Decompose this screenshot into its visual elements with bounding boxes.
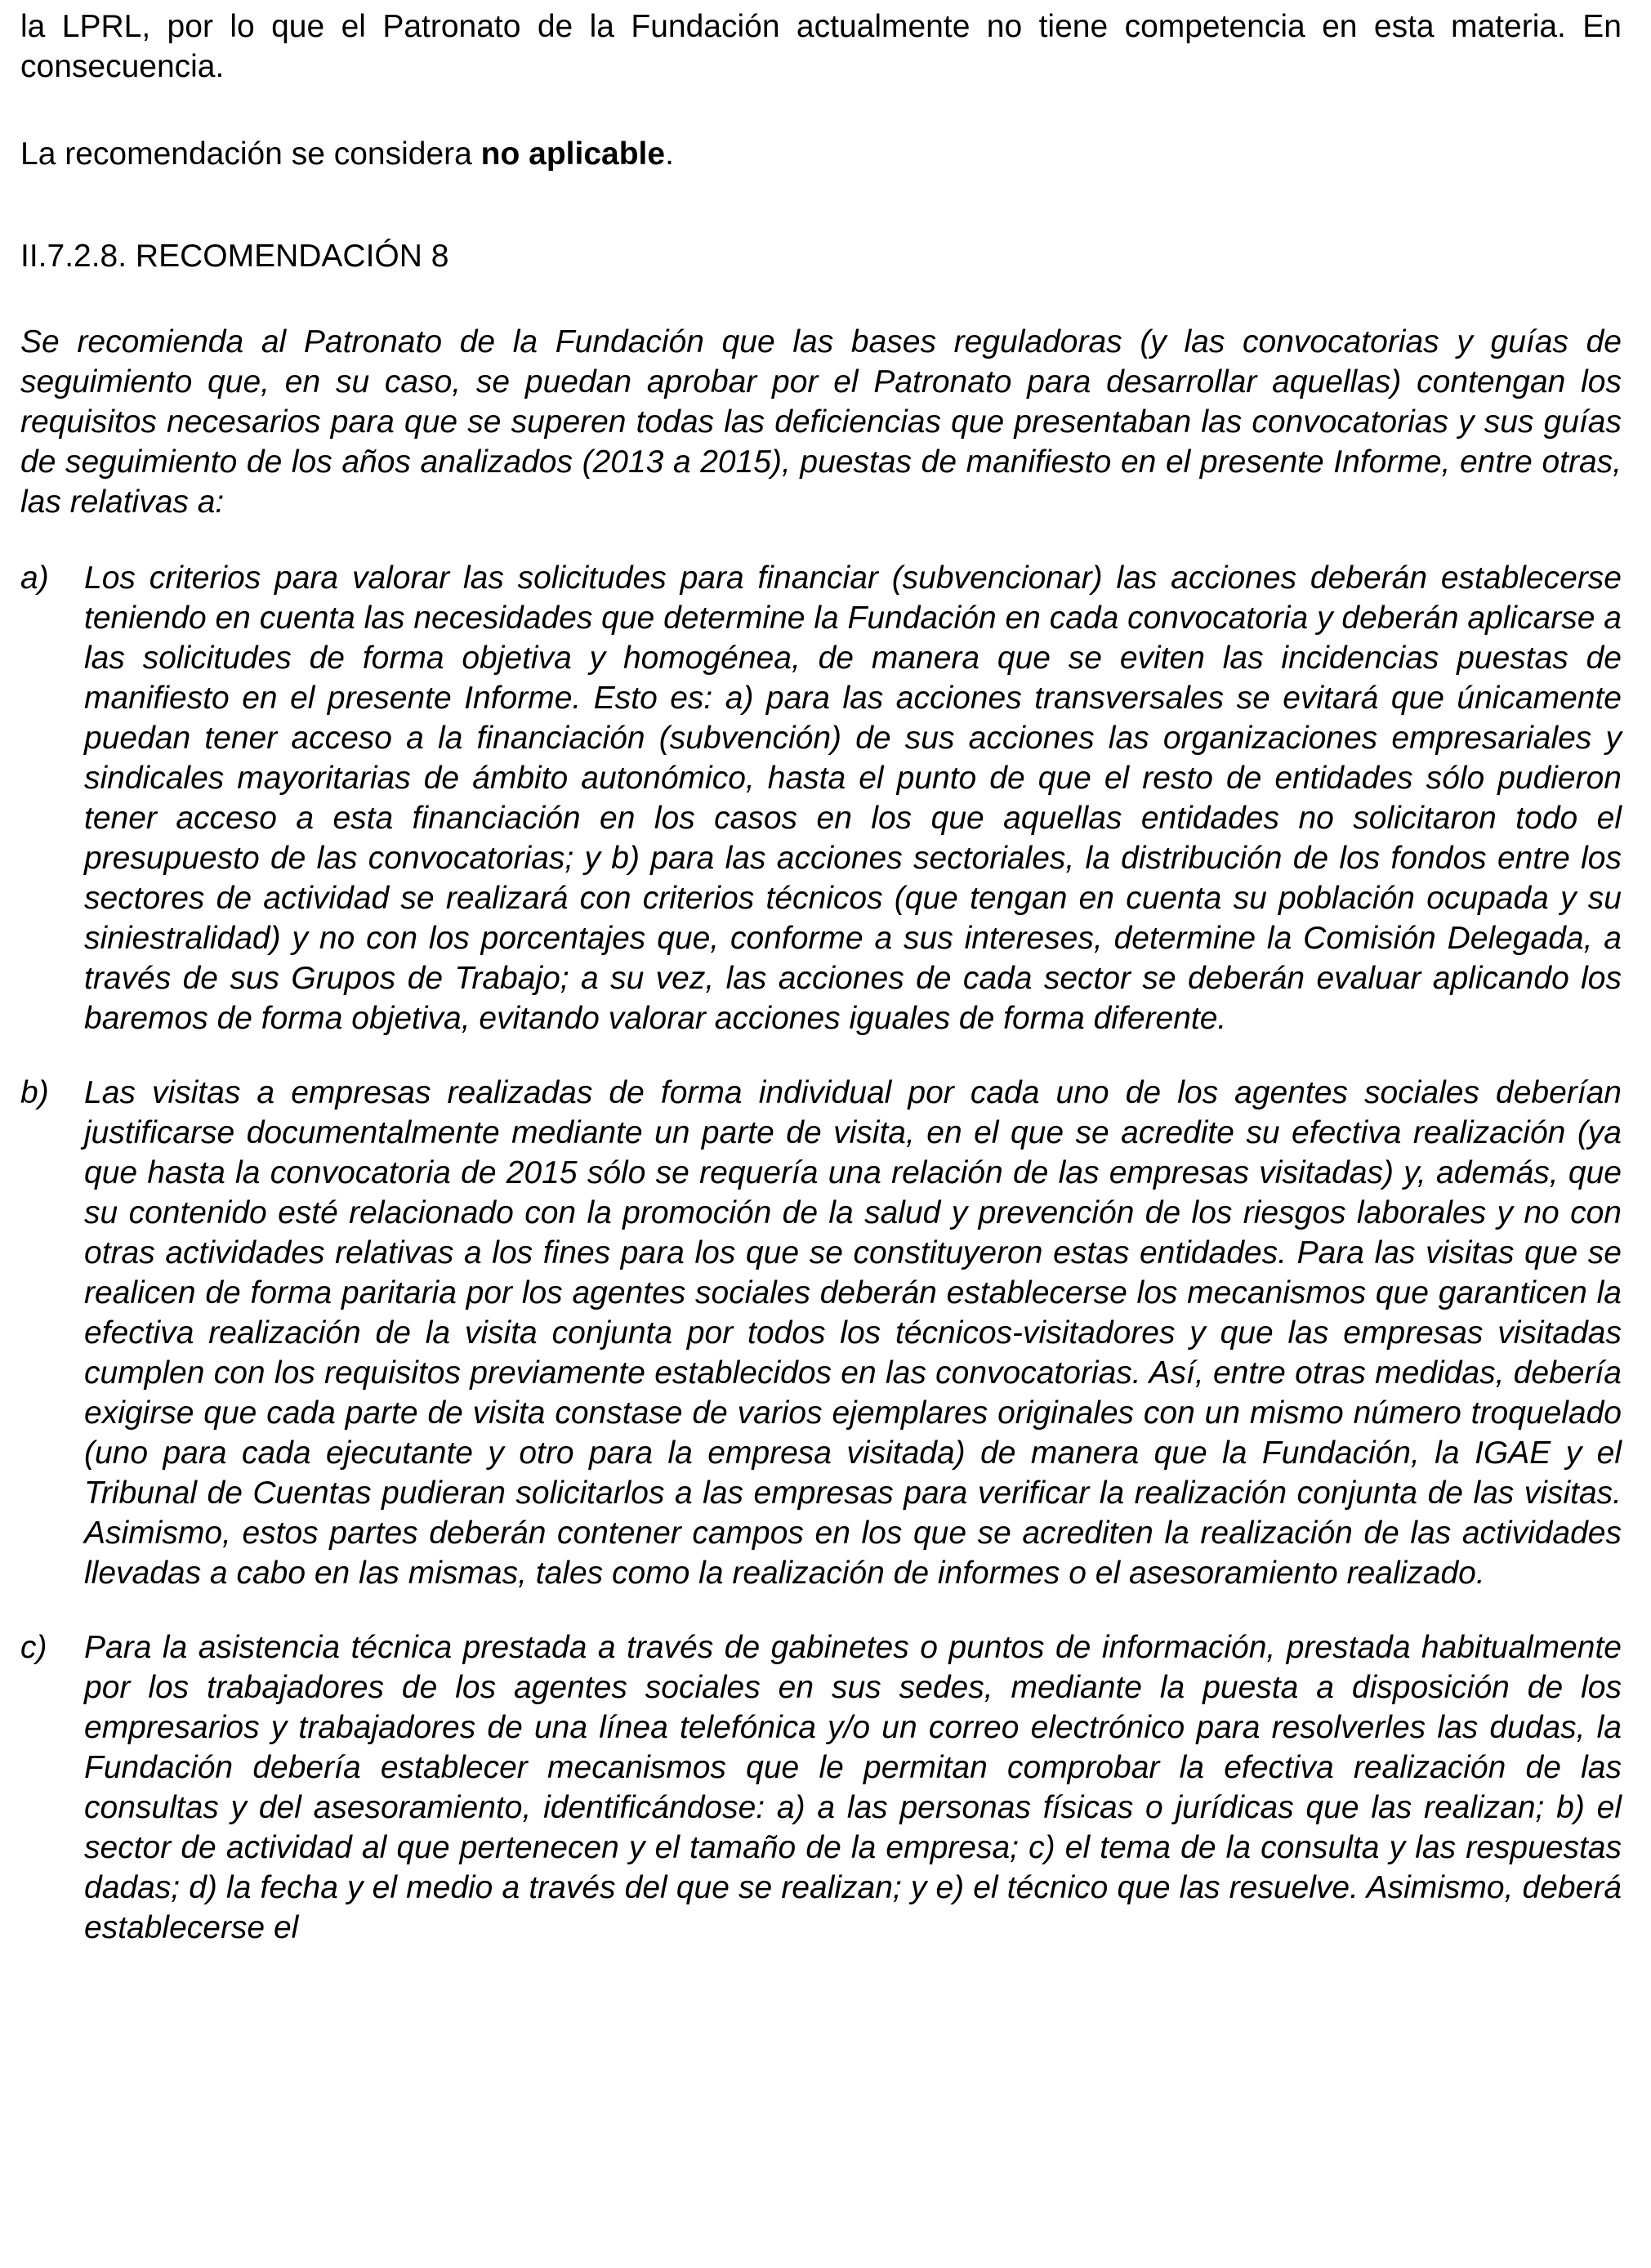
status-suffix: . bbox=[665, 136, 674, 172]
list-item-c-label: c) bbox=[20, 1630, 47, 1665]
paragraph-recommendation-status bbox=[20, 134, 1622, 174]
status-prefix: La recomendación se considera bbox=[20, 136, 481, 172]
list-item-a-label: a) bbox=[20, 560, 49, 596]
paragraph-lprl-competencia: la LPRL, por lo que el Patronato de la Fundación actualmente no tiene competencia en esta materia. En consecuencia. bbox=[20, 9, 1622, 84]
paragraph-recommendation-intro: Se recomienda al Patronato de la Fundación que las bases reguladoras (y las convocatorias y guías de seguimiento que, en su caso, se puedan aprobar por el Patronato para desarrollar aquellas) contengan los requisitos necesarios para que se superen todas las deficiencias que presentaban las convocatorias y sus guías de seguimiento de los años analizados (2013 a 2015), puestas de manifiesto en el presente Informe, entre otras, las relativas a: bbox=[20, 324, 1622, 520]
list-item-c bbox=[20, 1627, 1622, 1948]
list-item-a-text: Los criterios para valorar las solicitudes para financiar (subvencionar) las acciones deberán establecerse teniendo en cuenta las necesidades que determine la Fundación en cada convocatoria y deberán aplicarse a las solicitudes de forma objetiva y homogénea, de manera que se eviten las incidencias puestas de manifiesto en el presente Informe. Esto es: a) para las acciones transversales se evitará que únicamente puedan tener acceso a la financiación (subvención) de sus acciones las organizaciones empresariales y sindicales mayoritarias de ámbito autonómico, hasta el punto de que el resto de entidades sólo pudieron tener acceso a esta financiación en los casos en los que aquellas entidades no solicitaron todo el presupuesto de las convocatorias; y b) para las acciones sectoriales, la distribución de los fondos entre los sectores de actividad se realizará con criterios técnicos (que tengan en cuenta su población ocupada y su siniestralidad) y no con los porcentajes que, conforme a sus intereses, determine la Comisión Delegada, a través de sus Grupos de Trabajo; a su vez, las acciones de cada sector se deberán evaluar aplicando los baremos de forma objetiva, evitando valorar acciones iguales de forma diferente. bbox=[84, 560, 1622, 1036]
list-item-b-label: b) bbox=[20, 1075, 49, 1110]
list-item-b bbox=[20, 1073, 1622, 1593]
list-item-b-text: Las visitas a empresas realizadas de forma individual por cada uno de los agentes sociales deberían justificarse documentalmente mediante un parte de visita, en el que se acredite su efectiva realización (ya que hasta la convocatoria de 2015 sólo se requería una relación de las empresas visitadas) y, además, que su contenido esté relacionado con la promoción de la salud y prevención de los riesgos laborales y no con otras actividades relativas a los fines para los que se constituyeron estas entidades. Para las visitas que se realicen de forma paritaria por los agentes sociales deberán establecerse los mecanismos que garanticen la efectiva realización de la visita conjunta por todos los técnicos-visitadores y que las empresas visitadas cumplen con los requisitos previamente establecidos en las convocatorias. Así, entre otras medidas, debería exigirse que cada parte de visita constase de varios ejemplares originales con un mismo número troquelado (uno para cada ejecutante y otro para la empresa visitada) de manera que la Fundación, la IGAE y el Tribunal de Cuentas pudieran solicitarlos a las empresas para verificar la realización conjunta de las visitas. Asimismo, estos partes deberán contener campos en los que se acrediten la realización de las actividades llevadas a cabo en las mismas, tales como la realización de informes o el asesoramiento realizado. bbox=[84, 1075, 1622, 1591]
section-heading-recomendacion-8: II.7.2.8. RECOMENDACIÓN 8 bbox=[20, 239, 449, 274]
list-item-c-text: Para la asistencia técnica prestada a través de gabinetes o puntos de información, prestada habitualmente por los trabajadores de los agentes sociales en sus sedes, mediante la puesta a disposición de los empresarios y trabajadores de una línea telefónica y/o un correo electrónico para resolverles las dudas, la Fundación debería establecer mecanismos que le permitan comprobar la efectiva realización de las consultas y del asesoramiento, identificándose: a) a las personas físicas o jurídicas que las realizan; b) el sector de actividad al que pertenecen y el tamaño de la empresa; c) el tema de la consulta y las respuestas dadas; d) la fecha y el medio a través del que se realizan; y e) el técnico que las resuelve. Asimismo, deberá establecerse el bbox=[84, 1630, 1622, 1945]
status-emphasis: no aplicable bbox=[480, 136, 666, 172]
list-item-a bbox=[20, 558, 1622, 1038]
